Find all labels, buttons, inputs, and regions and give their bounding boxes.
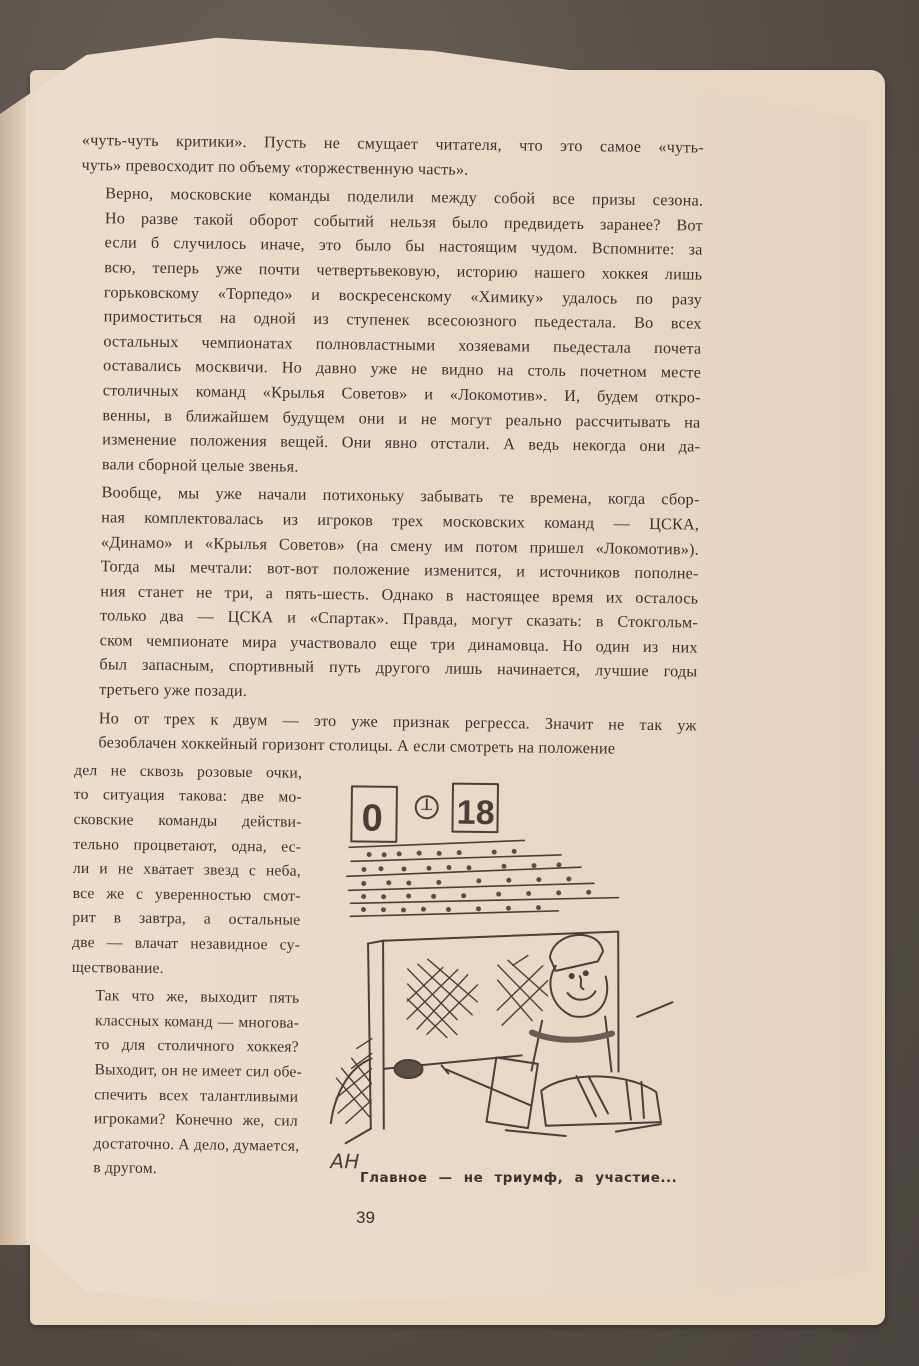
clock-icon bbox=[416, 796, 438, 818]
text-line: всю, теперь уже почти четвертьвековую, историю нашего хоккея лишь bbox=[104, 258, 703, 284]
text-line: безоблачен хоккейный горизонт столицы. А если смотреть на положение bbox=[98, 733, 616, 758]
text-line: примоститься на одной из ступенек всесоюзного пьедестала. Во всех bbox=[103, 307, 702, 333]
text-line: спечить всех талантливыми bbox=[94, 1085, 299, 1106]
paragraph bbox=[72, 759, 303, 983]
text-line: «чуть-чуть критики». Пусть не смущает читателя, что это самое «чуть- bbox=[81, 130, 704, 157]
text-line: две — влачат незавидное су- bbox=[71, 933, 301, 954]
left-column-text bbox=[69, 759, 302, 1188]
text-line: столичных команд «Крылья Советов» и «Локомотив». И, будем откро- bbox=[102, 381, 701, 407]
body-text bbox=[69, 128, 704, 1192]
paragraph bbox=[74, 706, 697, 763]
text-line: остальных чемпионатах полновластными хозяевами пьедестала почета bbox=[103, 332, 702, 358]
text-line: Тогда мы мечтали: вот-вот положение изменится, и источников пополне- bbox=[100, 557, 699, 583]
crowd-stands bbox=[346, 838, 619, 919]
scoreboard-right-score: 18 bbox=[456, 793, 496, 832]
text-line: «Динамо» и «Крылья Советов» (на смену им потом пришел «Локомотив»). bbox=[100, 532, 700, 559]
text-line: игроками? Конечно же, сил bbox=[93, 1110, 298, 1130]
artist-signature: АН bbox=[330, 1148, 360, 1174]
text-line: рит в завтра, а остальные bbox=[72, 909, 301, 930]
text-line: Выходит, он не имеет сил обе- bbox=[94, 1061, 303, 1081]
text-line: был запасным, спортивный путь другого лишь начинается, лучшие годы bbox=[99, 655, 698, 682]
top-paragraphs bbox=[74, 128, 704, 762]
text-line: то ситуация такова: две мо- bbox=[73, 786, 302, 807]
paragraph bbox=[78, 181, 704, 484]
text-line: ная комплектовалась из игроков трех московских команд — ЦСКА, bbox=[101, 508, 700, 534]
text-line: тельно процветают, одна, ес- bbox=[73, 835, 302, 856]
text-line: в другом. bbox=[93, 1159, 158, 1178]
text-line: ском чемпионате мира участвовало еще три динамовца. Но один из них bbox=[99, 631, 698, 657]
paragraph bbox=[75, 480, 700, 709]
page-gutter bbox=[0, 22, 26, 1337]
paragraph bbox=[81, 128, 704, 185]
page-number: 39 bbox=[356, 1208, 375, 1227]
text-line: Но разве такой оборот событий нельзя было предвидеть заранее? Вот bbox=[104, 209, 703, 235]
text-line: Вообще, мы уже начали потихоньку забывать те времена, когда сбор- bbox=[101, 483, 700, 509]
text-line: если б случилось иначе, это было бы настоящим чудом. Вспомните: за bbox=[104, 233, 703, 259]
puck bbox=[394, 1060, 422, 1078]
goalie-cartoon bbox=[325, 768, 690, 1192]
text-line: ществование. bbox=[71, 958, 164, 977]
text-line: оставались москвичи. Но давно уже не видно на столь почетном месте bbox=[102, 356, 702, 382]
text-line: то для столичного хоккея? bbox=[94, 1036, 299, 1057]
text-line: только два — ЦСКА и «Спартак». Правда, могут сказать: в Стокгольм- bbox=[99, 606, 699, 632]
text-line: третьего уже позади. bbox=[99, 680, 248, 701]
text-line: венны, в ближайшем будущем они и не могут реально рассчитывать на bbox=[102, 405, 701, 432]
text-line: достаточно. А дело, думается, bbox=[93, 1134, 300, 1155]
text-line: Так что же, выходит пять bbox=[95, 987, 300, 1007]
text-line: изменение положения вещей. Они явно отстали. А ведь некогда они да- bbox=[102, 430, 701, 456]
lower-section bbox=[69, 759, 696, 1193]
illustration-caption: Главное — не триумф, а участие... bbox=[360, 1170, 678, 1186]
text-line: чуть» превосходит по объему «торжественную часть». bbox=[81, 155, 469, 179]
paragraph bbox=[69, 984, 303, 1184]
text-line: классных команд — многова- bbox=[94, 1012, 300, 1032]
text-line: Но от трех к двум — это уже признак регресса. Значит не так уж bbox=[98, 708, 697, 735]
scoreboard-left-score: 0 bbox=[361, 797, 384, 840]
scoreboard bbox=[351, 782, 498, 843]
text-line: вали сборной целые звенья. bbox=[101, 454, 299, 476]
text-line: дел не сквозь розовые очки, bbox=[74, 761, 303, 782]
text-line: горьковскому «Торпедо» и воскресенскому «Химику» удалось по разу bbox=[103, 282, 703, 309]
text-line: все же с уверенностью смот- bbox=[72, 884, 301, 905]
goalie-figure bbox=[441, 933, 673, 1137]
text-line: сковские команды действи- bbox=[73, 810, 302, 831]
text-line: Верно, московские команды поделили между собой все призы сезона. bbox=[105, 184, 704, 210]
text-line: ли и не хватает звезд с неба, bbox=[72, 860, 302, 880]
text-line: ния станет не три, а пять-шесть. Однако в настоящее время их осталось bbox=[100, 581, 699, 608]
